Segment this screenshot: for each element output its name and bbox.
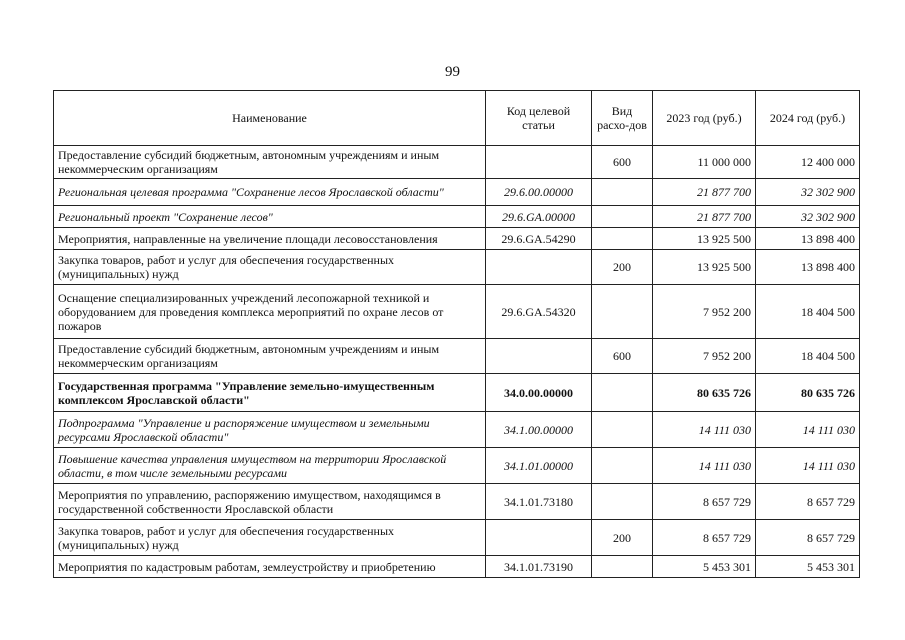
row-2024-cell: 8 657 729 [756,520,860,556]
row-2023-cell: 13 925 500 [653,250,756,285]
table-row [54,374,860,412]
table-row [54,448,860,484]
row-2023-cell: 7 952 200 [653,285,756,339]
row-2024-cell: 80 635 726 [756,374,860,412]
row-vid-cell [592,179,653,206]
row-vid-cell [592,556,653,578]
row-2024-cell: 14 111 030 [756,412,860,448]
row-code-cell [486,146,592,179]
row-2024-cell: 8 657 729 [756,484,860,520]
table-row [54,228,860,250]
header-2023: 2023 год (руб.) [653,91,756,146]
row-name-cell: Предоставление субсидий бюджетным, автономным учреждениям и иным некоммерческим организациям [54,339,486,374]
row-name-cell: Мероприятия, направленные на увеличение площади лесовосстановления [54,228,486,250]
row-2024-cell: 18 404 500 [756,285,860,339]
row-2023-cell: 5 453 301 [653,556,756,578]
row-code-cell [486,339,592,374]
row-2023-cell: 13 925 500 [653,228,756,250]
row-2023-cell: 14 111 030 [653,448,756,484]
row-2023-cell: 80 635 726 [653,374,756,412]
row-2024-cell: 32 302 900 [756,206,860,228]
row-vid-cell [592,285,653,339]
row-code-cell: 34.0.00.00000 [486,374,592,412]
row-name-cell: Повышение качества управления имуществом на территории Ярославской области, в том числе земельными ресурсами [54,448,486,484]
row-name-cell: Подпрограмма "Управление и распоряжение имуществом и земельными ресурсами Ярославской области" [54,412,486,448]
header-code: Код целевой статьи [486,91,592,146]
row-vid-cell [592,448,653,484]
row-vid-cell [592,484,653,520]
row-2024-cell: 5 453 301 [756,556,860,578]
row-vid-cell [592,206,653,228]
row-vid-cell [592,374,653,412]
table-row [54,285,860,339]
row-name-cell: Предоставление субсидий бюджетным, автономным учреждениям и иным некоммерческим организациям [54,146,486,179]
row-2023-cell: 21 877 700 [653,179,756,206]
table-row [54,484,860,520]
table-row [54,179,860,206]
row-code-cell: 29.6.GA.00000 [486,206,592,228]
row-2023-cell: 8 657 729 [653,520,756,556]
row-code-cell: 29.6.GA.54320 [486,285,592,339]
row-2024-cell: 13 898 400 [756,228,860,250]
table-row [54,339,860,374]
row-vid-cell: 600 [592,146,653,179]
row-code-cell: 29.6.00.00000 [486,179,592,206]
row-vid-cell [592,412,653,448]
row-code-cell: 29.6.GA.54290 [486,228,592,250]
table-row [54,556,860,578]
row-name-cell: Региональная целевая программа "Сохранение лесов Ярославской области" [54,179,486,206]
row-code-cell [486,520,592,556]
row-vid-cell: 200 [592,520,653,556]
row-2024-cell: 32 302 900 [756,179,860,206]
row-2023-cell: 8 657 729 [653,484,756,520]
row-2023-cell: 11 000 000 [653,146,756,179]
header-name: Наименование [54,91,486,146]
table-row [54,412,860,448]
table-row [54,520,860,556]
row-2024-cell: 12 400 000 [756,146,860,179]
header-vid: Вид расхо-дов [592,91,653,146]
row-name-cell: Мероприятия по управлению, распоряжению имуществом, находящимся в государственной собственности Ярославской области [54,484,486,520]
row-2024-cell: 18 404 500 [756,339,860,374]
row-name-cell: Закупка товаров, работ и услуг для обеспечения государственных (муниципальных) нужд [54,250,486,285]
row-name-cell: Закупка товаров, работ и услуг для обеспечения государственных (муниципальных) нужд [54,520,486,556]
row-name-cell: Региональный проект "Сохранение лесов" [54,206,486,228]
row-code-cell: 34.1.01.73180 [486,484,592,520]
row-vid-cell: 200 [592,250,653,285]
row-code-cell: 34.1.01.00000 [486,448,592,484]
table-row [54,146,860,179]
row-code-cell [486,250,592,285]
row-vid-cell [592,228,653,250]
row-name-cell: Оснащение специализированных учреждений лесопожарной техникой и оборудованием для проведения комплекса мероприятий по охране лесов от пожаров [54,285,486,339]
table-row [54,206,860,228]
row-2023-cell: 21 877 700 [653,206,756,228]
row-code-cell: 34.1.01.73190 [486,556,592,578]
table-header-row [54,91,860,146]
table-body [54,146,860,578]
page-number: 99 [445,64,460,80]
budget-table [53,90,860,578]
row-code-cell: 34.1.00.00000 [486,412,592,448]
row-2024-cell: 13 898 400 [756,250,860,285]
row-name-cell: Мероприятия по кадастровым работам, землеустройству и приобретению [54,556,486,578]
table-row [54,250,860,285]
row-name-cell: Государственная программа "Управление земельно-имущественным комплексом Ярославской области" [54,374,486,412]
row-2023-cell: 14 111 030 [653,412,756,448]
header-2024: 2024 год (руб.) [756,91,860,146]
row-2023-cell: 7 952 200 [653,339,756,374]
row-2024-cell: 14 111 030 [756,448,860,484]
row-vid-cell: 600 [592,339,653,374]
